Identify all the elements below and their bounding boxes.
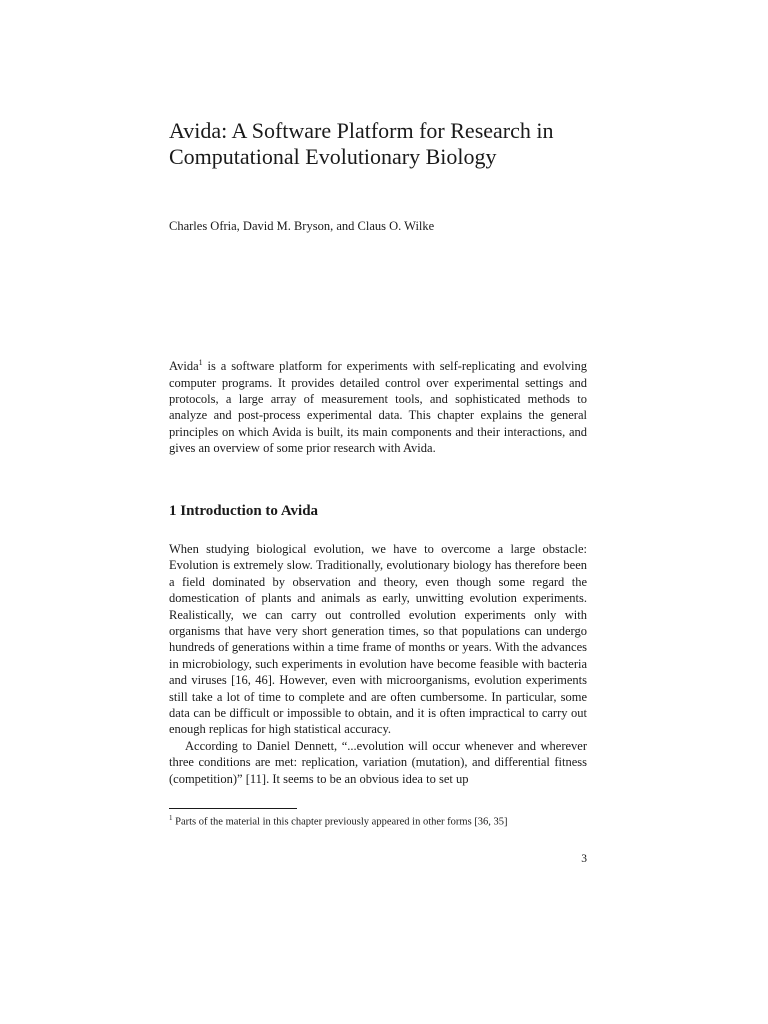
footnote: [169, 812, 587, 829]
footnote-marker: 1: [198, 358, 203, 367]
body-paragraph: When studying biological evolution, we have to overcome a large obstacle: Evolution is extremely slow. Traditionally, evolutionary biology has therefore been a field dominated by observation and theory, even though some regard the domestication of plants and animals as early, unwitting evolution experiments. Realistically, we can carry out controlled evolution experiments only with organisms that have very short generation times, so that populations can undergo hundreds of generations within a time frame of months or years. With the advances in microbiology, such experiments in evolution have become feasible with bacteria and viruses [16, 46]. However, even with microorganisms, evolution experiments still take a lot of time to complete and are often cumbersome. In particular, some data can be difficult or impossible to obtain, and it is often impractical to carry out enough replicas for high statistical accuracy.: [169, 542, 587, 737]
page-number: 3: [581, 853, 587, 865]
section-heading: 1 Introduction to Avida: [169, 503, 319, 519]
abstract-lead-word: Avida: [169, 359, 199, 374]
paper-title: Avida: A Software Platform for Research in Computational Evolutionary Biology: [169, 118, 554, 169]
footnote-marker: 1: [169, 814, 173, 822]
footnote-text: Parts of the material in this chapter previously appeared in other forms [36, 35]: [172, 816, 508, 828]
body-paragraph: According to Daniel Dennett, “...evolution will occur whenever and wherever three conditions are met: replication, variation (mutation), and differential fitness (competition)” [11]. It seems to be an obvious idea to set up: [169, 738, 587, 786]
author-list: Charles Ofria, David M. Bryson, and Claus O. Wilke: [169, 219, 435, 233]
abstract: [169, 355, 587, 457]
section-body: [169, 541, 587, 787]
footnote-divider: [169, 808, 297, 809]
abstract-text: is a software platform for experiments with self-replicating and evolving computer programs. It provides detailed control over experimental settings and protocols, a large array of measurement tools, and sophisticated methods to analyze and post-process experimental data. This chapter explains the general principles on which Avida is built, its main components and their interactions, and gives an overview of some prior research with Avida.: [169, 359, 587, 456]
